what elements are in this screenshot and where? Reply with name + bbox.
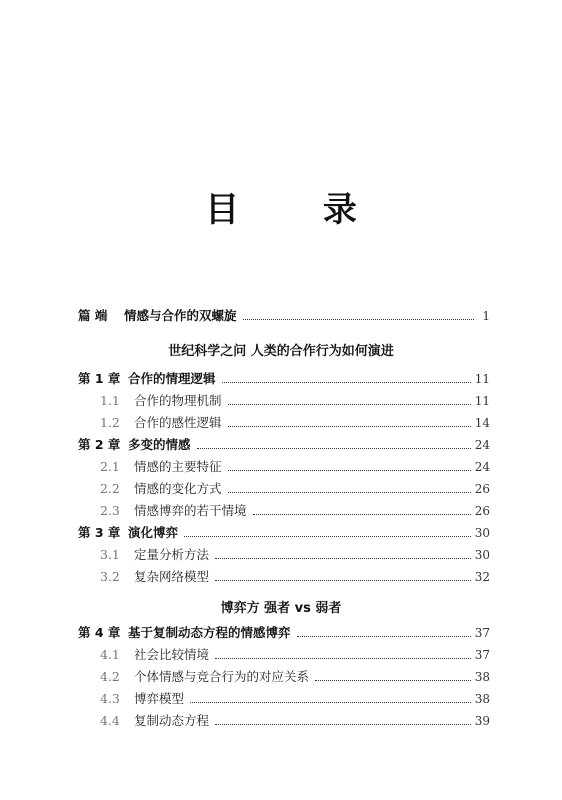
section-title: 个体情感与竞合行为的对应关系 — [134, 669, 310, 684]
section-title: 合作的物理机制 — [134, 393, 222, 408]
part-heading-2: 博弈方 强者 vs 弱者 — [220, 601, 342, 616]
section-title: 情感的主要特征 — [134, 459, 222, 474]
page-title: 目 录 — [205, 190, 393, 230]
section-title: 情感的变化方式 — [134, 481, 222, 496]
toc-entry-page: 24 — [474, 438, 490, 452]
toc-section-1-1[interactable] — [100, 390, 490, 412]
section-number: 3.1 — [100, 547, 120, 562]
toc-chapter-4[interactable] — [78, 622, 490, 644]
toc-entry-page: 26 — [474, 504, 490, 518]
toc-section-2-3[interactable] — [100, 500, 490, 522]
section-title: 社会比较情境 — [134, 647, 210, 662]
chapter-title: 演化博弈 — [128, 525, 179, 540]
chapter-number: 第 4 章 — [78, 625, 121, 640]
toc-chapter-3[interactable] — [78, 522, 490, 544]
leader-dots — [228, 491, 471, 493]
toc-entry-page: 37 — [474, 626, 490, 640]
section-number: 2.1 — [100, 459, 120, 474]
toc-section-2-2[interactable] — [100, 478, 490, 500]
leader-dots — [215, 657, 471, 659]
leader-dots — [190, 701, 471, 703]
leader-dots — [297, 635, 471, 637]
toc-entry-page: 38 — [474, 692, 490, 706]
section-number: 4.1 — [100, 647, 120, 662]
section-title: 复制动态方程 — [134, 713, 210, 728]
section-number: 4.3 — [100, 691, 120, 706]
toc-entry-page: 11 — [474, 372, 490, 386]
section-number: 3.2 — [100, 569, 120, 584]
section-number: 4.4 — [100, 713, 120, 728]
toc-entry-page: 26 — [474, 482, 490, 496]
leader-dots — [215, 723, 471, 725]
toc-section-4-1[interactable] — [100, 644, 490, 666]
toc-entry-title: 情感与合作的双螺旋 — [124, 308, 237, 323]
leader-dots — [228, 403, 471, 405]
chapter-number: 第 3 章 — [78, 525, 121, 540]
section-number: 2.2 — [100, 481, 120, 496]
chapter-title: 多变的情感 — [128, 437, 191, 452]
leader-dots — [215, 579, 471, 581]
toc-section-1-2[interactable] — [100, 412, 490, 434]
toc-entry-label: 篇 端 — [78, 308, 108, 323]
toc-section-2-1[interactable] — [100, 456, 490, 478]
section-number: 2.3 — [100, 503, 120, 518]
toc-section-3-2[interactable] — [100, 566, 490, 588]
section-title: 合作的感性逻辑 — [134, 415, 222, 430]
chapter-number: 第 2 章 — [78, 437, 121, 452]
leader-dots — [197, 447, 471, 449]
toc-section-4-2[interactable] — [100, 666, 490, 688]
section-number: 1.1 — [100, 393, 120, 408]
toc-entry-page: 1 — [482, 309, 490, 323]
toc-entry-page: 38 — [474, 670, 490, 684]
leader-dots — [243, 318, 474, 320]
toc-section-4-3[interactable] — [100, 688, 490, 710]
leader-dots — [184, 535, 471, 537]
leader-dots — [228, 425, 471, 427]
part-heading-1: 世纪科学之问 人类的合作行为如何演进 — [168, 344, 394, 359]
toc-entry-page: 30 — [474, 526, 490, 540]
toc-entry-page: 39 — [474, 714, 490, 728]
toc-section-4-4[interactable] — [100, 710, 490, 732]
leader-dots — [228, 469, 471, 471]
toc-entry-page: 24 — [474, 460, 490, 474]
toc-entry-page: 37 — [474, 648, 490, 662]
toc-section-3-1[interactable] — [100, 544, 490, 566]
toc-entry-preface[interactable] — [78, 305, 490, 327]
toc-chapter-1[interactable] — [78, 368, 490, 390]
toc-entry-page: 14 — [474, 416, 490, 430]
leader-dots — [315, 679, 471, 681]
section-title: 博弈模型 — [134, 691, 185, 706]
leader-dots — [215, 557, 471, 559]
toc-entry-page: 32 — [474, 570, 490, 584]
chapter-title: 基于复制动态方程的情感博弈 — [128, 625, 291, 640]
section-title: 复杂网络模型 — [134, 569, 210, 584]
section-title: 情感博弈的若干情境 — [134, 503, 247, 518]
section-number: 4.2 — [100, 669, 120, 684]
toc-entry-page: 11 — [474, 394, 490, 408]
leader-dots — [253, 513, 471, 515]
toc-chapter-2[interactable] — [78, 434, 490, 456]
toc-entry-page: 30 — [474, 548, 490, 562]
chapter-title: 合作的情理逻辑 — [128, 371, 216, 386]
section-number: 1.2 — [100, 415, 120, 430]
leader-dots — [222, 381, 471, 383]
chapter-number: 第 1 章 — [78, 371, 121, 386]
section-title: 定量分析方法 — [134, 547, 210, 562]
